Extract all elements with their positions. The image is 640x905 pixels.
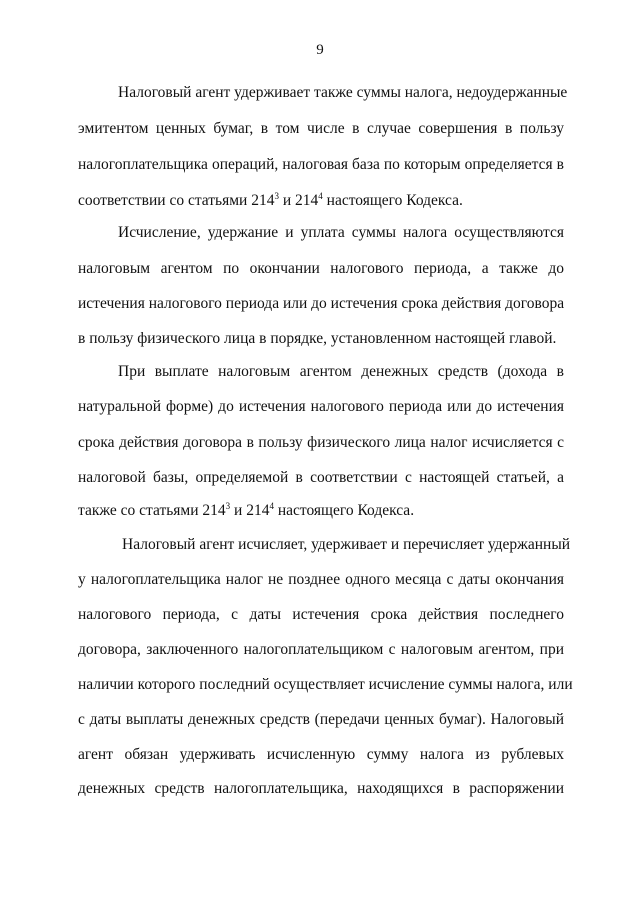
superscript: 3 [274,190,279,201]
line-text: и 214 [230,502,270,519]
text-line-with-superscripts [78,501,564,521]
text-line: наличии которого последний осуществляет исчисление суммы налога, или [78,676,573,693]
text-line: При выплате налоговым агентом денежных средств (дохода в [118,363,564,380]
text-line: Налоговый агент исчисляет, удерживает и перечисляет удержанный [122,536,571,553]
text-line: налоговой базы, определяемой в соответствии с настоящей статьей, а [78,469,564,486]
superscript: 4 [318,190,323,201]
line-text: соответствии со статьями 214 [78,192,275,209]
text-line: Исчисление, удержание и уплата суммы налога осуществляются [118,224,564,241]
text-line: у налогоплательщика налог не позднее одного месяца с даты окончания [78,571,564,588]
text-line: в пользу физического лица в порядке, установленном настоящей главой. [78,330,557,347]
text-line-with-superscripts [78,191,564,211]
text-line: агент обязан удерживать исчисленную сумму налога из рублевых [78,746,564,763]
superscript: 4 [269,500,274,511]
text-line: налогового периода, с даты истечения срока действия последнего [78,606,564,623]
text-line: эмитентом ценных бумаг, в том числе в случае совершения в пользу [78,120,564,137]
line-text: также со статьями 214 [78,502,226,519]
text-line: срока действия договора в пользу физического лица налог исчисляется с [78,434,564,451]
line-text: и 214 [278,192,319,209]
text-line: денежных средств налогоплательщика, находящихся в распоряжении [78,780,564,797]
text-line: налогоплательщика операций, налоговая база по которым определяется в [78,156,564,173]
text-line: с даты выплаты денежных средств (передачи ценных бумаг). Налоговый [78,711,564,728]
text-line: Налоговый агент удерживает также суммы налога, недоудержанные [118,84,568,101]
text-line: истечения налогового периода или до истечения срока действия договора [78,295,565,312]
superscript: 3 [225,500,231,511]
line-text: настоящего Кодекса. [273,502,415,519]
page-number: 9 [316,42,324,58]
line-text: настоящего Кодекса. [322,192,463,209]
text-line: натуральной форме) до истечения налогового периода или до истечения [78,398,564,415]
text-line: налоговым агентом по окончании налогового периода, а также до [78,260,564,277]
text-line: договора, заключенного налогоплательщиком с налоговым агентом, при [78,641,564,658]
